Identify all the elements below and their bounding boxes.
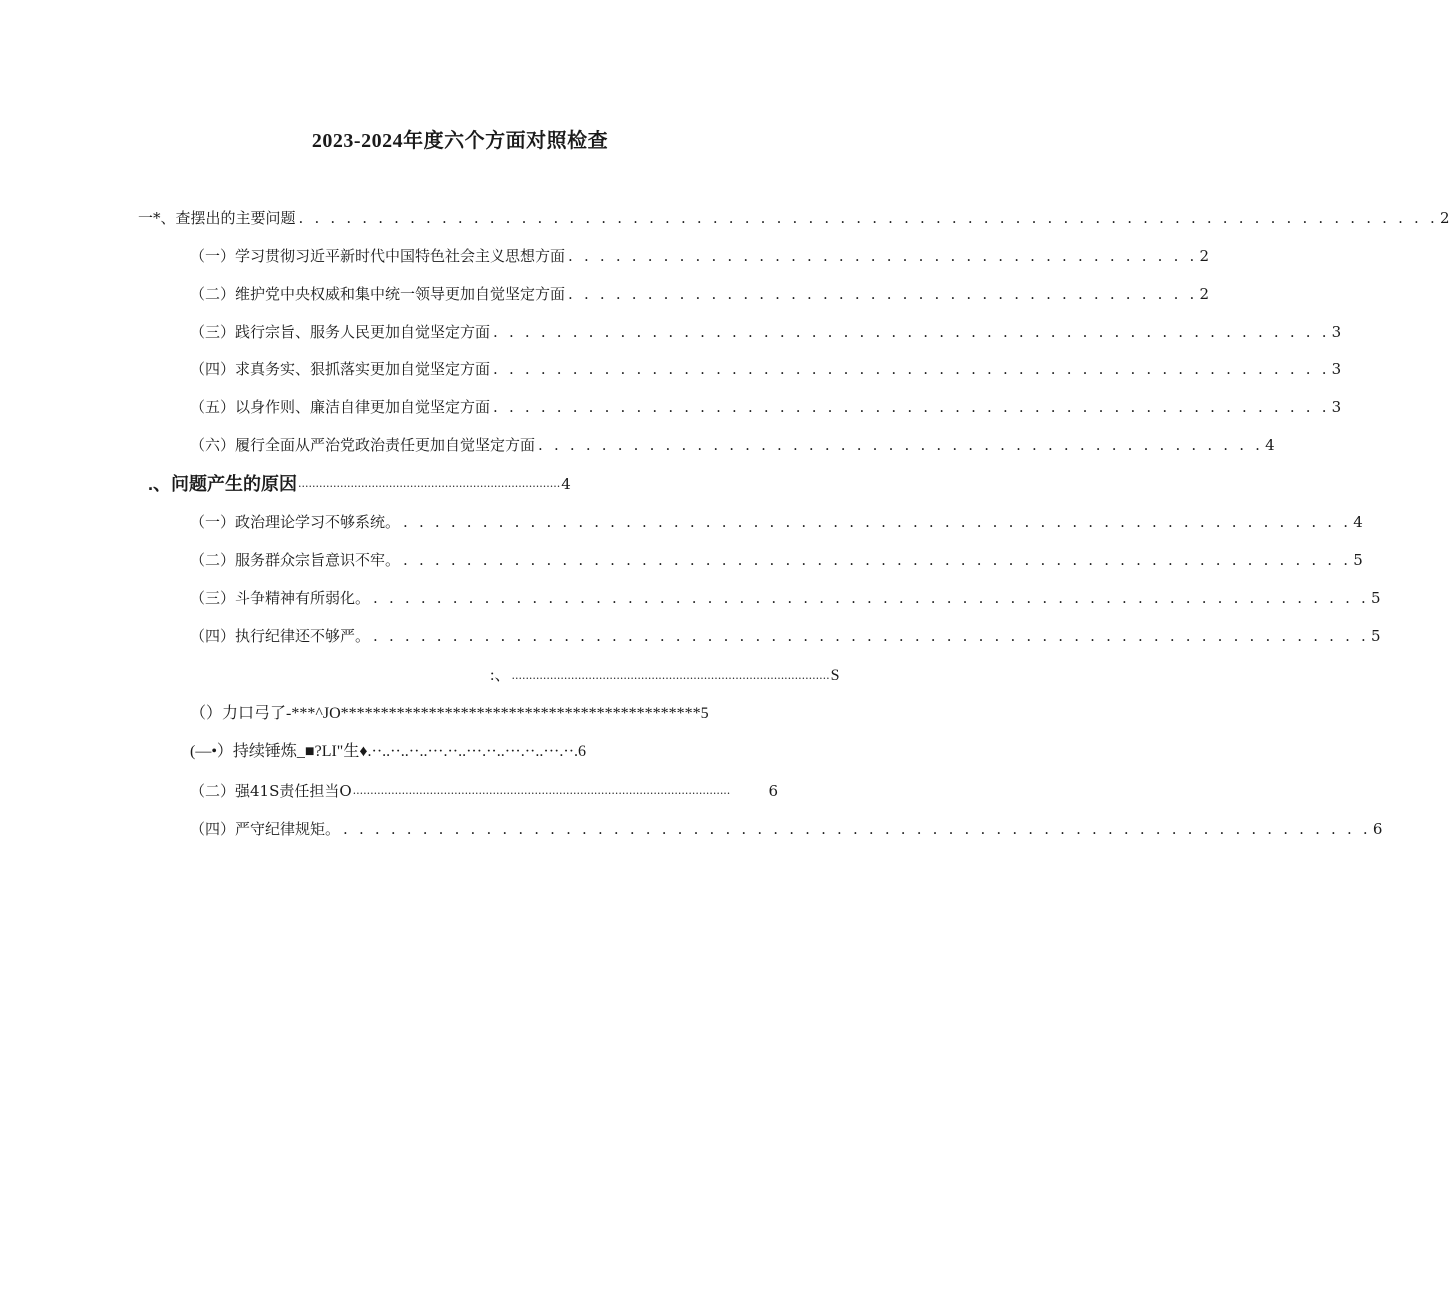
toc-dot-leader: ........................................................................................... xyxy=(511,669,830,682)
toc-entry[interactable] xyxy=(190,393,1342,417)
toc-entry[interactable] xyxy=(190,815,1383,839)
toc-page-number: 2 xyxy=(1199,247,1210,265)
toc-page-number: 2 xyxy=(1199,285,1210,303)
toc-page-number: 3 xyxy=(1331,360,1342,378)
toc-dot-leader: . . . . . . . . . . . . . . . . . . . . . . . . . . . . . . . . . . . . . . . . . . . . . . . . . . . . . . . . . . . . . . . xyxy=(373,589,1370,607)
toc-entry-label: （二）维护党中央权威和集中统一领导更加自觉坚定方面 xyxy=(190,285,566,303)
toc-dot-leader: . . . . . . . . . . . . . . . . . . . . . . . . . . . . . . . . . . . . . . . . . . . . . . . . . . . . . xyxy=(493,398,1330,416)
toc-entry[interactable] xyxy=(190,738,780,762)
toc-entry[interactable] xyxy=(490,662,840,686)
toc-page-number: 5 xyxy=(1371,627,1381,645)
toc-page-number: 6 xyxy=(768,782,778,800)
toc-page-number: 3 xyxy=(1331,323,1342,341)
toc-entry-label: (—•）持续锤炼_■?LI"生♦.··..··..··..···.··..···.··..···.··..···.··.6 xyxy=(190,743,587,760)
toc-page-number: 4 xyxy=(1353,513,1363,531)
toc-entry-label: （四）严守纪律规矩。 xyxy=(190,820,341,838)
toc-dot-leader: . . . . . . . . . . . . . . . . . . . . . . . . . . . . . . . . . . . . . . . . . . . . . . . . . . . . . . . . . . . . . . . . . xyxy=(343,820,1371,838)
toc-dot-leader: . . . . . . . . . . . . . . . . . . . . . . . . . . . . . . . . . . . . . . . . xyxy=(568,247,1198,265)
toc-page-number: 5 xyxy=(1371,589,1381,607)
toc-entry-label: （三）践行宗旨、服务人民更加自觉坚定方面 xyxy=(190,323,491,341)
toc-entry[interactable] xyxy=(138,204,1450,228)
toc-page-number: 4 xyxy=(1265,436,1275,454)
toc-entry[interactable] xyxy=(190,584,1381,608)
toc-dot-leader: ............................................................................................................ xyxy=(352,784,731,797)
toc-entry-label: （二）强41S责任担当O xyxy=(190,782,352,800)
toc-entry-label: .、问题产生的原因 xyxy=(148,474,298,494)
toc-page-number: S xyxy=(830,667,840,684)
toc-entry[interactable] xyxy=(190,280,1210,304)
toc-page-number: 4 xyxy=(561,475,571,493)
toc-page-number: 5 xyxy=(1353,551,1363,569)
toc-entry[interactable] xyxy=(148,470,571,494)
toc-entry-label: （二）服务群众宗旨意识不牢。 xyxy=(190,551,401,569)
toc-entry-label: （五）以身作则、廉洁自律更加自觉坚定方面 xyxy=(190,398,491,416)
toc-dot-leader: . . . . . . . . . . . . . . . . . . . . . . . . . . . . . . . . . . . . . . . . . . . . . . . . . . . . . . . . . . . . xyxy=(403,551,1352,569)
toc-entry-label: （三）斗争精神有所弱化。 xyxy=(190,589,371,607)
toc-entry[interactable] xyxy=(190,700,780,724)
toc-dot-leader: . . . . . . . . . . . . . . . . . . . . . . . . . . . . . . . . . . . . . . . . xyxy=(568,285,1198,303)
toc-entry[interactable] xyxy=(190,431,1275,455)
toc-dot-leader: . . . . . . . . . . . . . . . . . . . . . . . . . . . . . . . . . . . . . . . . . . . . . . xyxy=(538,436,1264,454)
toc-entry-label: （四）求真务实、狠抓落实更加自觉坚定方面 xyxy=(190,360,491,378)
toc-entry[interactable] xyxy=(190,546,1363,570)
toc-entry[interactable] xyxy=(190,622,1381,646)
toc-entry[interactable] xyxy=(190,242,1210,266)
toc-entry-label: （一）政治理论学习不够系统。 xyxy=(190,513,401,531)
toc-dot-leader: . . . . . . . . . . . . . . . . . . . . . . . . . . . . . . . . . . . . . . . . . . . . . . . . . . . . . . . . . . . . . . . . . . . . . . . . xyxy=(298,209,1438,227)
toc-entry[interactable] xyxy=(190,777,778,801)
toc-entry-label: （一）学习贯彻习近平新时代中国特色社会主义思想方面 xyxy=(190,247,566,265)
toc-entry[interactable] xyxy=(190,508,1363,532)
toc-entry-label: （四）执行纪律还不够严。 xyxy=(190,627,371,645)
toc-dot-leader: . . . . . . . . . . . . . . . . . . . . . . . . . . . . . . . . . . . . . . . . . . . . . . . . . . . . . xyxy=(493,323,1330,341)
toc-page-number: 6 xyxy=(1372,820,1383,838)
toc-entry[interactable] xyxy=(190,318,1342,342)
toc-entry-label: （）力口弓了-***^JO*********************************************5 xyxy=(190,705,709,722)
toc-dot-leader: . . . . . . . . . . . . . . . . . . . . . . . . . . . . . . . . . . . . . . . . . . . . . . . . . . . . . . . . . . . . xyxy=(403,513,1352,531)
toc-entry-label: :、 xyxy=(490,667,511,684)
toc-entry-label: （六）履行全面从严治党政治责任更加自觉坚定方面 xyxy=(190,436,536,454)
toc-dot-leader: . . . . . . . . . . . . . . . . . . . . . . . . . . . . . . . . . . . . . . . . . . . . . . . . . . . . . . . . . . . . . . . xyxy=(373,627,1370,645)
document-title: 2023-2024年度六个方面对照检查 xyxy=(311,130,609,152)
toc-dot-leader: ........................................................................... xyxy=(298,477,561,490)
toc-dot-leader: . . . . . . . . . . . . . . . . . . . . . . . . . . . . . . . . . . . . . . . . . . . . . . . . . . . . . xyxy=(493,360,1330,378)
toc-page-number: 2 xyxy=(1439,209,1450,227)
toc-page-number: 3 xyxy=(1331,398,1342,416)
toc-entry-label: 一*、查摆出的主要问题 xyxy=(138,209,296,227)
toc-entry[interactable] xyxy=(190,355,1342,379)
